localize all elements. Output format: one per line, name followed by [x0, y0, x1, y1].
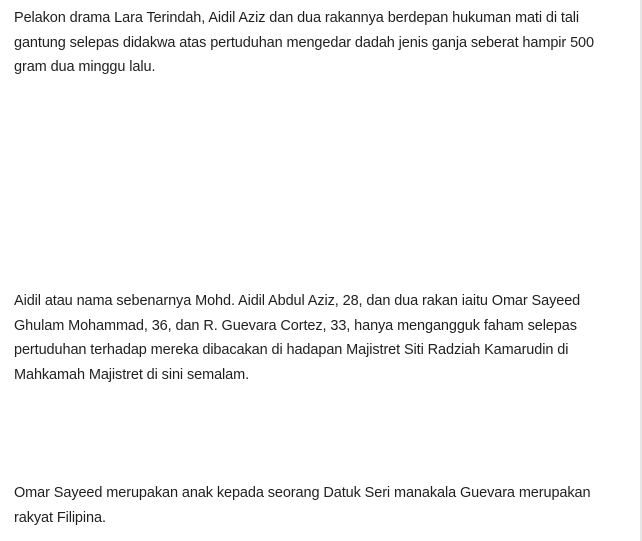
article-paragraph-2: Aidil atau nama sebenarnya Mohd. Aidil Abdul Aziz, 28, dan dua rakan iaitu Omar Sayeed Ghulam Mohammad, 36, dan R. Guevara Cortez, 33, hanya mengangguk faham selepas pertuduhan terhadap mereka dibacakan di hadapan Majistret Siti Radziah Kamarudin di Mahkamah Majistret di sini semalam.: [14, 293, 581, 383]
article-paragraph-1: Pelakon drama Lara Terindah, Aidil Aziz dan dua rakannya berdepan hukuman mati di tali gantung selepas didakwa atas pertuduhan mengedar dadah jenis ganja seberat hampir 500 gram dua minggu lalu.: [14, 10, 594, 75]
article-paragraph-3: Omar Sayeed merupakan anak kepada seorang Datuk Seri manakala Guevara merupakan rakyat Filipina.: [14, 485, 591, 526]
